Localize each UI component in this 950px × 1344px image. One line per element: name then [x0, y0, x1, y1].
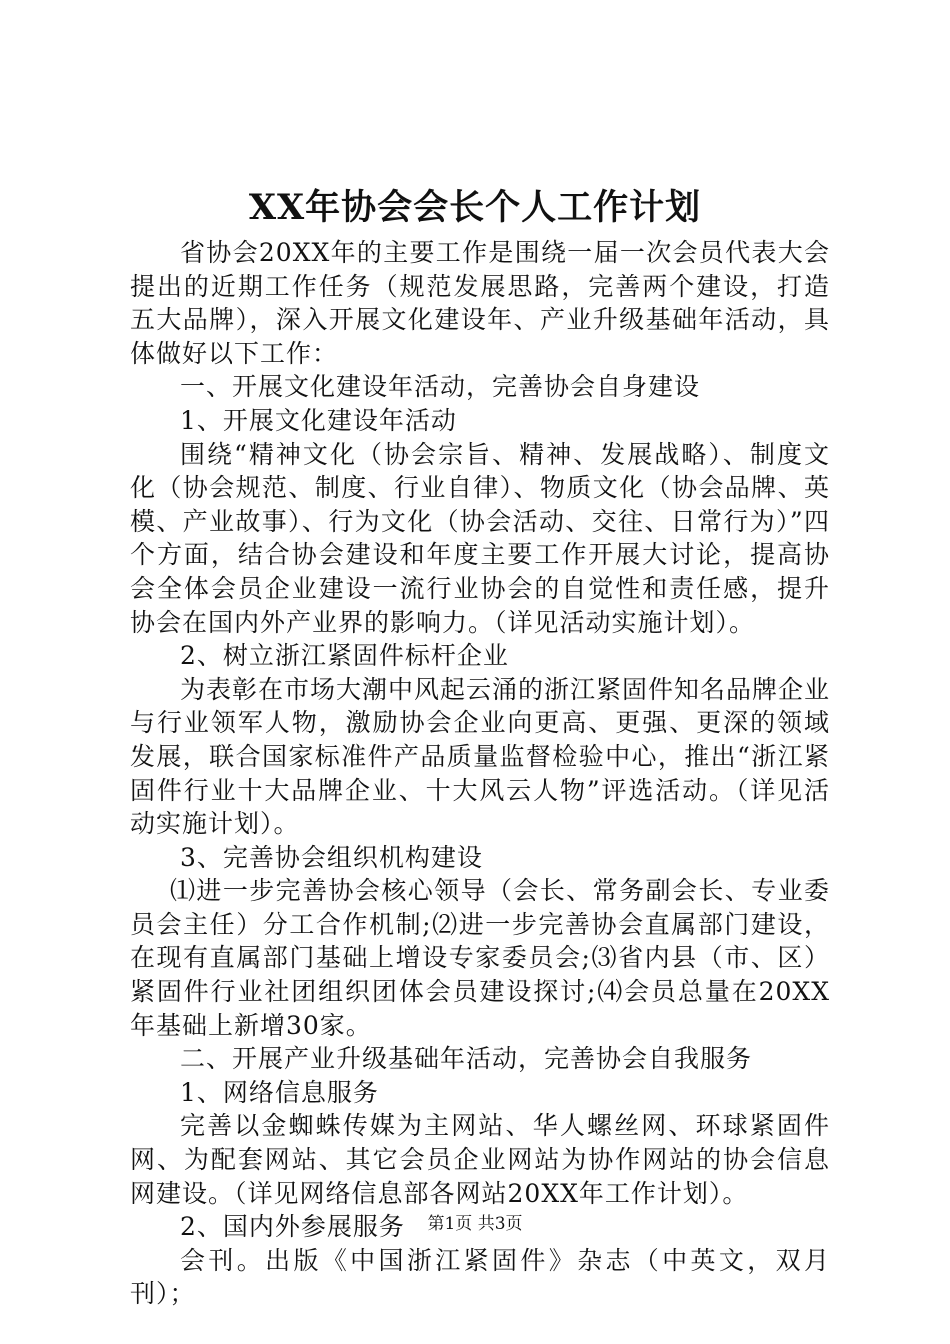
- paragraph-network: 完善以金蜘蛛传媒为主网站、华人螺丝网、环球紧固件网、为配套网站、其它会员企业网站为协作网站的协会信息网建设。（详见网络信息部各网站20XX年工作计划）。: [130, 1111, 830, 1208]
- subsection-heading-1-3: 3、完善协会组织机构建设: [180, 842, 483, 872]
- paragraph-journal: 会刊。出版《中国浙江紧固件》杂志（中英文，双月刊）；: [130, 1245, 830, 1309]
- paragraph-intro: 省协会20XX年的主要工作是围绕一届一次会员代表大会提出的近期工作任务（规范发展思路，完善两个建设，打造五大品牌），深入开展文化建设年、产业升级基础年活动，具体做好以下工作：: [130, 238, 830, 368]
- paragraph-culture: 围绕“精神文化（协会宗旨、精神、发展战略）、制度文化（协会规范、制度、行业自律）、物质文化（协会品牌、英模、产业故事）、行为文化（协会活动、交往、日常行为）”四个方面，结合协会建设和年度主要工作开展大讨论，提高协会全体会员企业建设一流行业协会的自觉性和责任感，提升协会在国内外产业界的影响力。（详见活动实施计划）。: [130, 439, 830, 637]
- page-footer: 第1页 共3页: [427, 1214, 523, 1234]
- section-heading-1: 一、开展文化建设年活动，完善协会自身建设: [180, 372, 701, 402]
- subsection-heading-1-2: 2、树立浙江紧固件标杆企业: [180, 641, 509, 671]
- section-heading-2: 二、开展产业升级基础年活动，完善协会自我服务: [180, 1044, 753, 1074]
- subsection-heading-2-2: 2、国内外参展服务: [180, 1212, 405, 1242]
- subsection-heading-1-1: 1、开展文化建设年活动: [180, 405, 457, 435]
- paragraph-benchmark: 为表彰在市场大潮中风起云涌的浙江紧固件知名品牌企业与行业领军人物，激励协会企业向更高、更强、更深的领域发展，联合国家标准件产品质量监督检验中心，推出“浙江紧固件行业十大品牌企业、十大风云人物”评选活动。（详见活动实施计划）。: [130, 674, 831, 839]
- document-body: [130, 236, 830, 1311]
- document-title: XX年协会会长个人工作计划: [248, 187, 702, 228]
- paragraph-organization: ⑴进一步完善协会核心领导（会长、常务副会长、专业委员会主任）分工合作机制;⑵进一步完善协会直属部门建设，在现有直属部门基础上增设专家委员会;⑶省内县（市、区）紧固件行业社团组织团体会员建设探讨;⑷会员总量在20XX年基础上新增30家。: [130, 876, 830, 1040]
- subsection-heading-2-1: 1、网络信息服务: [180, 1077, 379, 1107]
